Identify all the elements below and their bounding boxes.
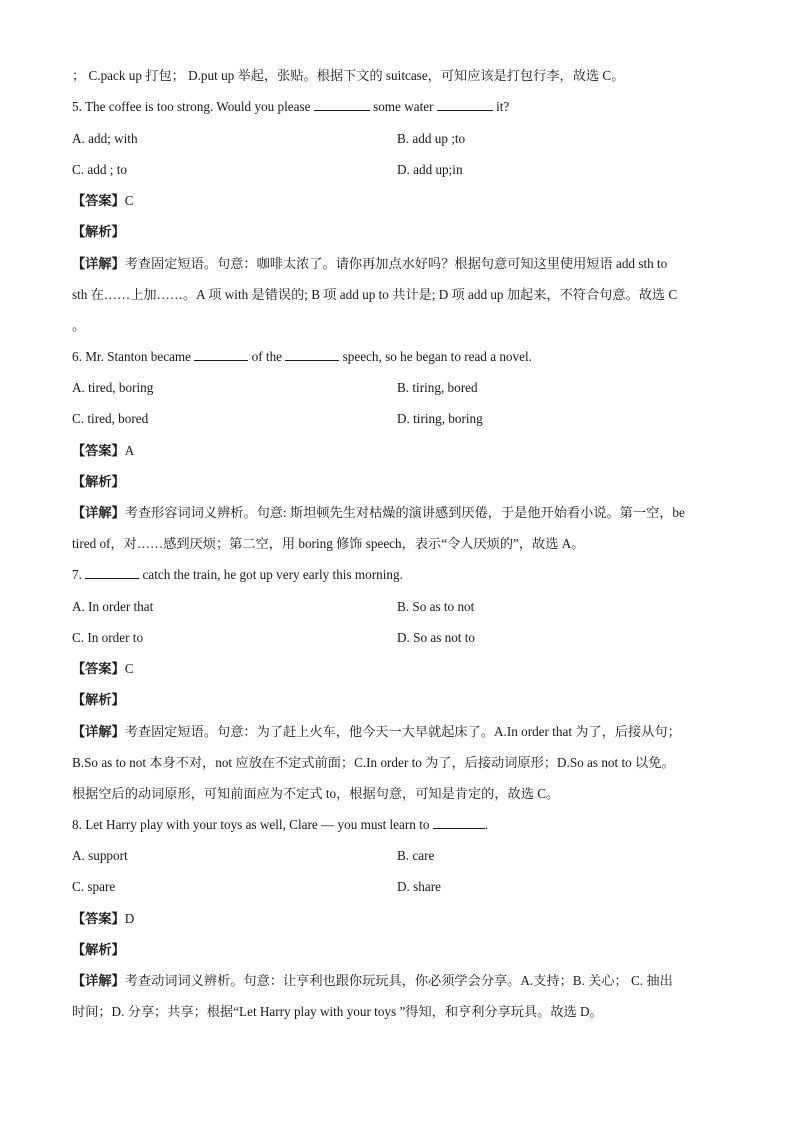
question-5-stem: 5. The coffee is too strong. Would you please some water it? bbox=[72, 99, 510, 114]
question-8-analysis-label: 【解析】 bbox=[72, 942, 125, 957]
blank bbox=[433, 816, 485, 829]
blank bbox=[285, 348, 339, 361]
question-7-answer: 【答案】C bbox=[72, 661, 134, 676]
question-6-answer: 【答案】A bbox=[72, 443, 135, 458]
question-6-option-a: A. tired, boring bbox=[72, 380, 154, 395]
question-8-option-a: A. support bbox=[72, 848, 128, 863]
question-6-stem: 6. Mr. Stanton became of the speech, so he began to read a novel. bbox=[72, 349, 532, 364]
question-6-option-c: C. tired, bored bbox=[72, 411, 149, 426]
question-5-analysis-label: 【解析】 bbox=[72, 224, 125, 239]
blank bbox=[85, 566, 139, 579]
question-5-detail: 【详解】考查固定短语。句意：咖啡太浓了。请你再加点水好吗？根据句意可知这里使用短语 add sth to bbox=[72, 256, 668, 271]
question-7-stem: 7. catch the train, he got up very early this morning. bbox=[72, 567, 403, 582]
question-6-detail: 【详解】考查形容词词义辨析。句意: 斯坦顿先生对枯燥的演讲感到厌倦，于是他开始看小说。第一空，be bbox=[72, 505, 685, 520]
question-6-option-b: B. tiring, bored bbox=[397, 380, 478, 395]
question-7-detail-line2: B.So as to not 本身不对，not 应放在不定式前面；C.In order to 为了，后接动词原形；D.So as not to 以免。 bbox=[72, 755, 675, 770]
question-7-analysis-label: 【解析】 bbox=[72, 692, 125, 707]
blank bbox=[194, 348, 248, 361]
question-7-option-b: B. So as to not bbox=[397, 599, 475, 614]
question-7-detail: 【详解】考查固定短语。句意：为了赶上火车，他今天一大早就起床了。A.In order that 为了，后接从句； bbox=[72, 724, 681, 739]
question-8-detail-line2: 时间；D. 分享；共享；根据“Let Harry play with your toys ”得知，和亨利分享玩具。故选 D。 bbox=[72, 1004, 603, 1019]
question-8-option-b: B. care bbox=[397, 848, 435, 863]
question-8-option-c: C. spare bbox=[72, 879, 116, 894]
question-5-option-c: C. add ; to bbox=[72, 162, 127, 177]
question-5-option-d: D. add up;in bbox=[397, 162, 463, 177]
question-8-answer: 【答案】D bbox=[72, 911, 135, 926]
question-7-option-a: A. In order that bbox=[72, 599, 154, 614]
question-8-option-d: D. share bbox=[397, 879, 441, 894]
question-5-option-a: A. add; with bbox=[72, 131, 138, 146]
question-8-stem: 8. Let Harry play with your toys as well, Clare — you must learn to . bbox=[72, 817, 489, 832]
question-5-answer: 【答案】C bbox=[72, 193, 134, 208]
continuation-line: ； C.pack up 打包； D.put up 举起，张贴。根据下文的 suitcase，可知应该是打包行李，故选 C。 bbox=[72, 68, 625, 83]
blank bbox=[437, 98, 493, 111]
question-7-option-d: D. So as not to bbox=[397, 630, 476, 645]
question-7-option-c: C. In order to bbox=[72, 630, 144, 645]
question-8-detail: 【详解】考查动词词义辨析。句意：让亨利也跟你玩玩具，你必须学会分享。A.支持；B. 关心； C. 抽出 bbox=[72, 973, 673, 988]
question-5-option-b: B. add up ;to bbox=[397, 131, 466, 146]
question-6-detail-line2: tired of，对……感到厌烦；第二空，用 boring 修饰 speech，表示“令人厌烦的”，故选 A。 bbox=[72, 536, 585, 551]
question-7-detail-line3: 根据空后的动词原形，可知前面应为不定式 to，根据句意，可知是肯定的，故选 C。 bbox=[72, 786, 560, 801]
question-5-detail-line3: 。 bbox=[72, 318, 86, 333]
question-6-option-d: D. tiring, boring bbox=[397, 411, 483, 426]
question-6-analysis-label: 【解析】 bbox=[72, 474, 125, 489]
blank bbox=[314, 98, 370, 111]
question-5-detail-line2: sth 在……上加……。A 项 with 是错误的; B 项 add up to 共计是; D 项 add up 加起来，不符合句意。故选 C bbox=[72, 287, 678, 302]
